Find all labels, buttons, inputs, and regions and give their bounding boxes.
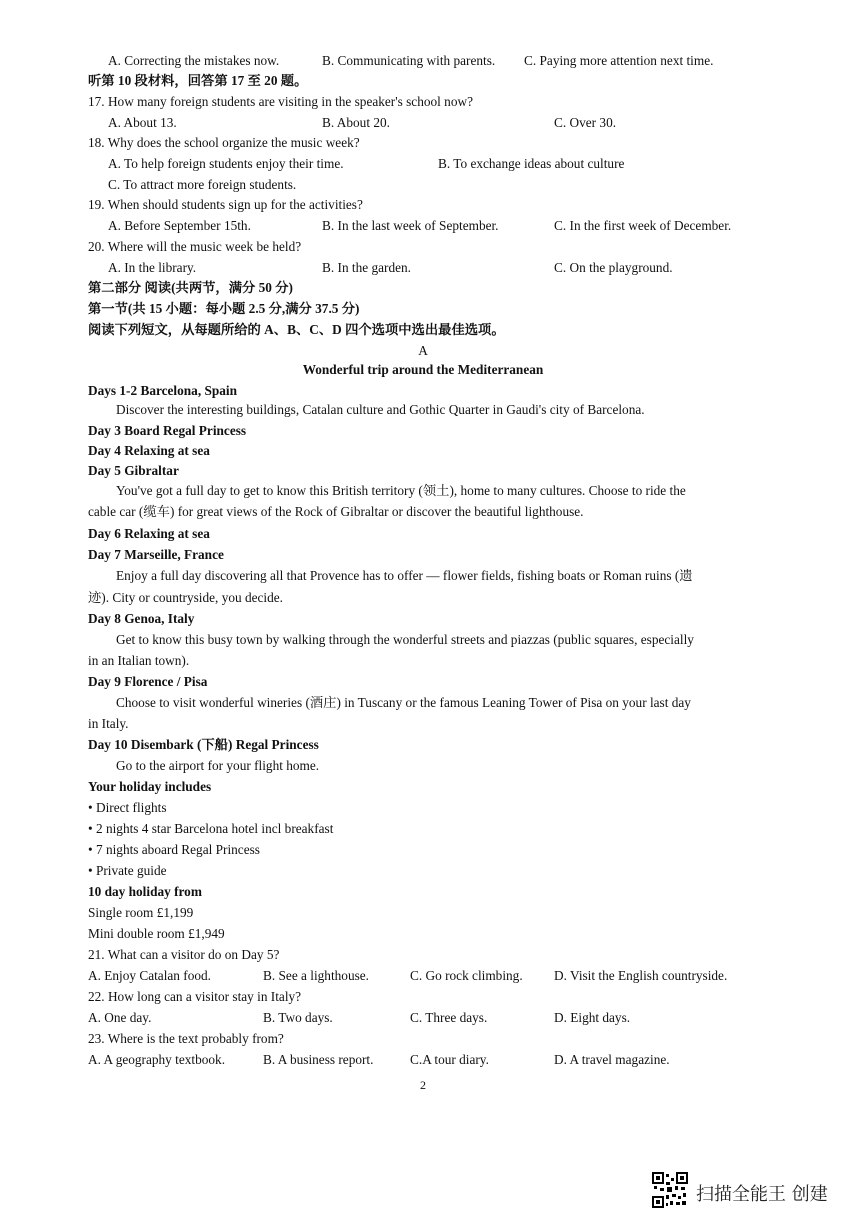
day-4-heading: Day 4 Relaxing at sea bbox=[88, 443, 210, 458]
passage-title: Wonderful trip around the Mediterranean bbox=[302, 362, 544, 377]
day-9-text-line-1: Choose to visit wonderful wineries (酒庄) in Tuscany or the famous Leaning Tower of Pisa on your last day bbox=[116, 695, 691, 710]
passage-letter: A bbox=[418, 343, 428, 358]
q21-option-d: D. Visit the English countryside. bbox=[554, 968, 728, 983]
part-2-heading: 第二部分 阅读(共两节，满分 50 分) bbox=[88, 280, 293, 295]
q18-option-c: C. To attract more foreign students. bbox=[108, 177, 297, 192]
q22-option-b: B. Two days. bbox=[263, 1010, 333, 1025]
question-17: 17. How many foreign students are visiting in the speaker's school now? bbox=[88, 94, 473, 109]
day-8-text-line-1: Get to know this busy town by walking through the wonderful streets and piazzas (public squares, especially bbox=[116, 632, 694, 647]
q18-option-b: B. To exchange ideas about culture bbox=[438, 156, 625, 171]
scanner-watermark: 扫描全能王 创建 bbox=[696, 1184, 828, 1205]
q16-option-a: A. Correcting the mistakes now. bbox=[108, 53, 280, 68]
q20-option-c: C. On the playground. bbox=[554, 260, 673, 275]
q22-option-c: C. Three days. bbox=[410, 1010, 488, 1025]
q19-option-b: B. In the last week of September. bbox=[322, 218, 499, 233]
q22-option-a: A. One day. bbox=[88, 1010, 152, 1025]
day-8-heading: Day 8 Genoa, Italy bbox=[88, 611, 195, 626]
day-3-heading: Day 3 Board Regal Princess bbox=[88, 423, 247, 438]
price-single-room: Single room £1,199 bbox=[88, 905, 194, 920]
listening-10-instruction: 听第 10 段材料，回答第 17 至 20 题。 bbox=[88, 73, 308, 88]
q20-option-b: B. In the garden. bbox=[322, 260, 411, 275]
question-21: 21. What can a visitor do on Day 5? bbox=[88, 947, 280, 962]
qr-code-icon bbox=[652, 1172, 688, 1208]
q23-option-a: A. A geography textbook. bbox=[88, 1052, 226, 1067]
price-double-room: Mini double room £1,949 bbox=[88, 926, 225, 941]
price-heading: 10 day holiday from bbox=[88, 884, 202, 899]
day-10-heading: Day 10 Disembark (下船) Regal Princess bbox=[88, 737, 319, 752]
q22-option-d: D. Eight days. bbox=[554, 1010, 631, 1025]
q23-option-d: D. A travel magazine. bbox=[554, 1052, 670, 1067]
section-1-heading: 第一节(共 15 小题：每小题 2.5 分,满分 37.5 分) bbox=[88, 301, 360, 316]
day-7-text-line-1: Enjoy a full day discovering all that Provence has to offer — flower fields, fishing boats or Roman ruins (遗 bbox=[116, 568, 693, 583]
day-8-text-line-2: in an Italian town). bbox=[88, 653, 190, 668]
question-18: 18. Why does the school organize the music week? bbox=[88, 135, 360, 150]
q21-option-b: B. See a lighthouse. bbox=[263, 968, 369, 983]
q21-option-a: A. Enjoy Catalan food. bbox=[88, 968, 211, 983]
day-10-text: Go to the airport for your flight home. bbox=[116, 758, 320, 773]
q20-option-a: A. In the library. bbox=[108, 260, 197, 275]
q17-option-c: C. Over 30. bbox=[554, 115, 617, 130]
day-5-text-line-1: You've got a full day to get to know this British territory (领土), home to many cultures. Choose to ride the bbox=[116, 483, 686, 498]
includes-item: • 7 nights aboard Regal Princess bbox=[88, 842, 260, 857]
question-19: 19. When should students sign up for the activities? bbox=[88, 197, 363, 212]
day-5-heading: Day 5 Gibraltar bbox=[88, 463, 179, 478]
includes-item: • 2 nights 4 star Barcelona hotel incl breakfast bbox=[88, 821, 334, 836]
reading-instruction: 阅读下列短文，从每题所给的 A、B、C、D 四个选项中选出最佳选项。 bbox=[88, 322, 505, 337]
q16-option-c: C. Paying more attention next time. bbox=[524, 53, 714, 68]
q17-option-a: A. About 13. bbox=[108, 115, 177, 130]
day-6-heading: Day 6 Relaxing at sea bbox=[88, 526, 210, 541]
q23-option-c: C.A tour diary. bbox=[410, 1052, 489, 1067]
includes-item: • Private guide bbox=[88, 863, 167, 878]
q19-option-c: C. In the first week of December. bbox=[554, 218, 732, 233]
question-22: 22. How long can a visitor stay in Italy? bbox=[88, 989, 302, 1004]
includes-item: • Direct flights bbox=[88, 800, 167, 815]
day-5-text-line-2: cable car (缆车) for great views of the Rock of Gibraltar or discover the beautiful lighthouse. bbox=[88, 504, 584, 519]
q19-option-a: A. Before September 15th. bbox=[108, 218, 251, 233]
question-23: 23. Where is the text probably from? bbox=[88, 1031, 284, 1046]
q18-option-a: A. To help foreign students enjoy their time. bbox=[108, 156, 344, 171]
q16-option-b: B. Communicating with parents. bbox=[322, 53, 496, 68]
q23-option-b: B. A business report. bbox=[263, 1052, 374, 1067]
q21-option-c: C. Go rock climbing. bbox=[410, 968, 523, 983]
day-7-text-line-2: 迹). City or countryside, you decide. bbox=[88, 590, 283, 605]
holiday-includes-heading: Your holiday includes bbox=[88, 779, 212, 794]
q17-option-b: B. About 20. bbox=[322, 115, 390, 130]
day-7-heading: Day 7 Marseille, France bbox=[88, 547, 224, 562]
day-9-heading: Day 9 Florence / Pisa bbox=[88, 674, 208, 689]
page-number: 2 bbox=[420, 1078, 426, 1092]
question-20: 20. Where will the music week be held? bbox=[88, 239, 302, 254]
day-1-2-text: Discover the interesting buildings, Catalan culture and Gothic Quarter in Gaudi's city of Barcelona. bbox=[116, 402, 645, 417]
day-9-text-line-2: in Italy. bbox=[88, 716, 129, 731]
day-1-2-heading: Days 1-2 Barcelona, Spain bbox=[88, 383, 237, 398]
